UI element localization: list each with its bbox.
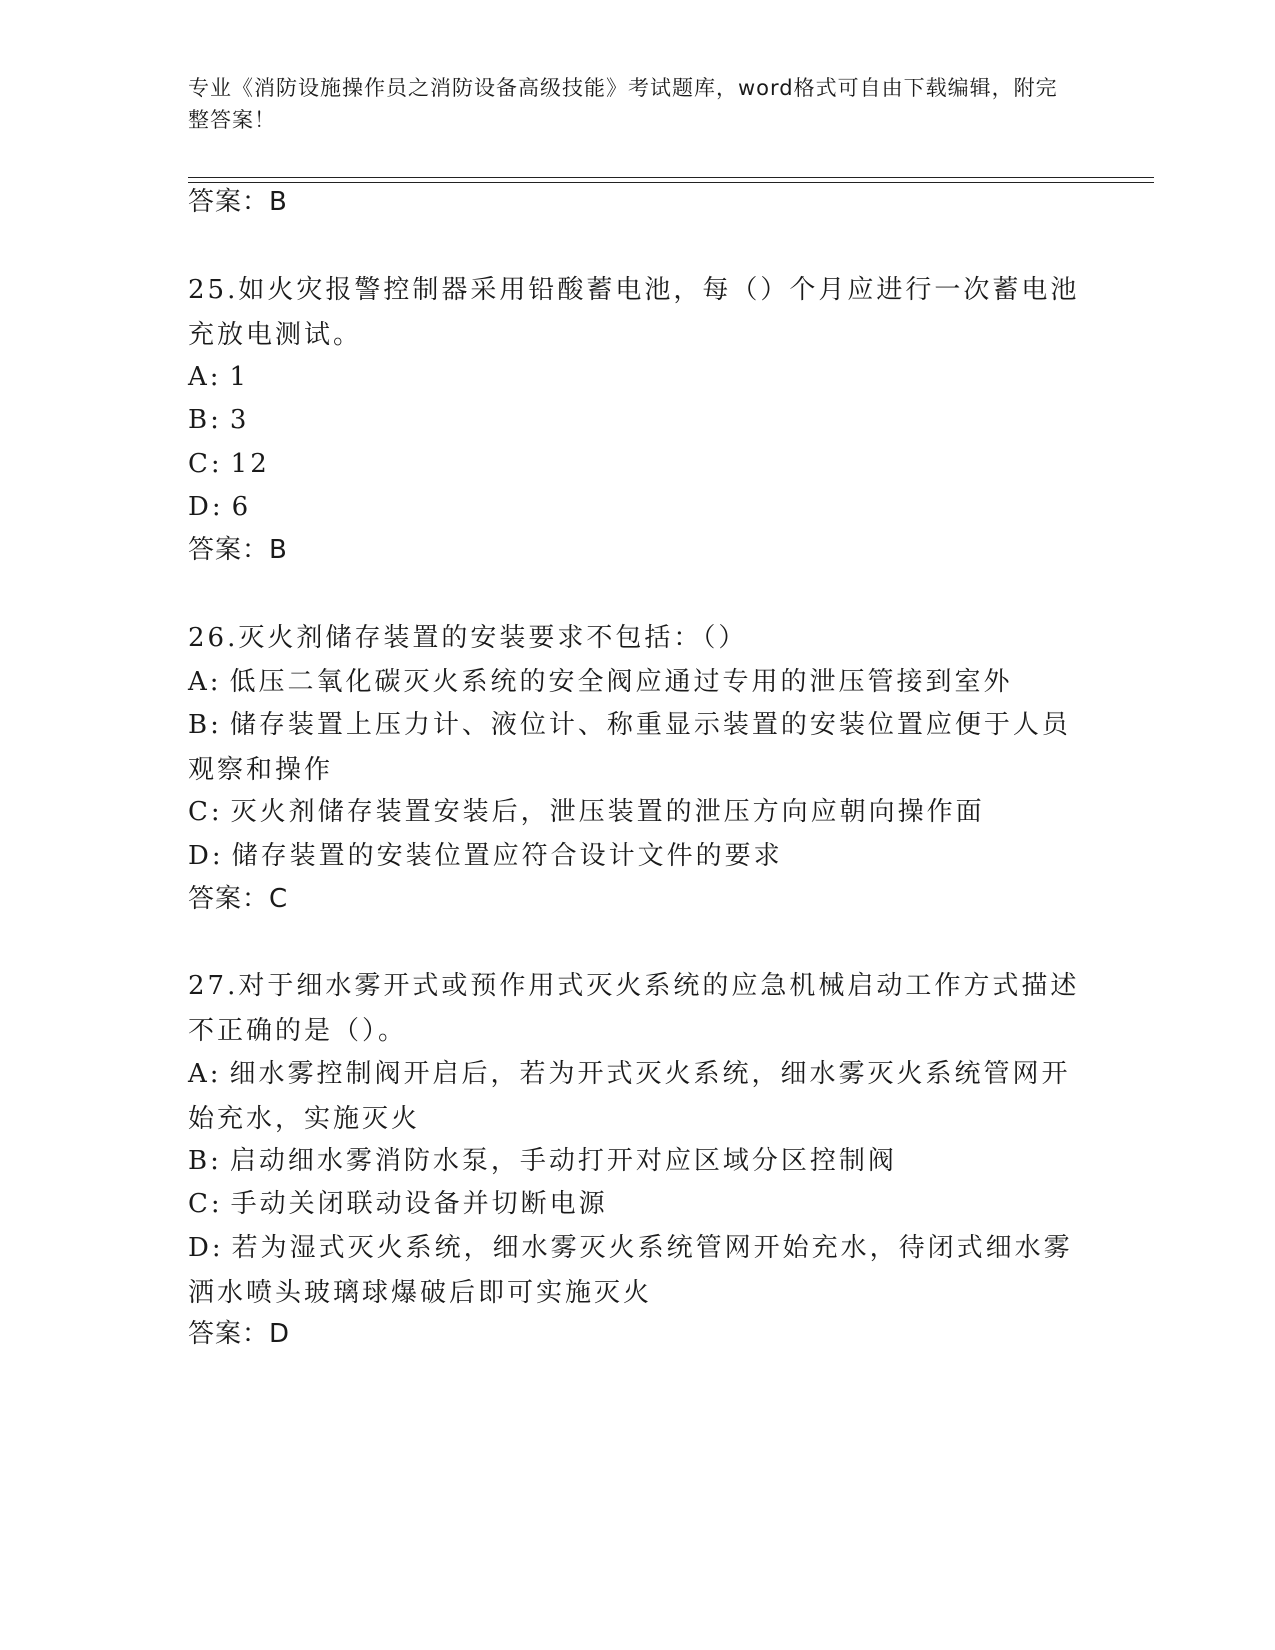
header-rule-top [188, 177, 1154, 178]
question-27-option-a: A: 细水雾控制阀开启后，若为开式灭火系统，细水雾灭火系统管网开始充水，实施灭火 [188, 1059, 1071, 1134]
question-26-stem: 26.灭火剂储存装置的安装要求不包括：（） [188, 623, 748, 653]
question-25-option-d: D: 6 [188, 492, 252, 522]
question-25-option-b: B: 3 [188, 405, 250, 435]
question-25-stem: 25.如火灾报警控制器采用铅酸蓄电池，每（）个月应进行一次蓄电池充放电测试。 [188, 275, 1080, 350]
previous-answer: 答案：B [188, 187, 288, 217]
question-27-stem: 27.对于细水雾开式或预作用式灭火系统的应急机械启动工作方式描述不正确的是（）。 [188, 971, 1080, 1046]
question-27-answer: 答案：D [188, 1319, 291, 1349]
question-26-option-a: A: 低压二氧化碳灭火系统的安全阀应通过专用的泄压管接到室外 [188, 667, 1013, 697]
question-26-option-c: C: 灭火剂储存装置安装后，泄压装置的泄压方向应朝向操作面 [188, 797, 985, 827]
header-rule-bottom [188, 182, 1154, 183]
question-27-option-b: B: 启动细水雾消防水泵，手动打开对应区域分区控制阀 [188, 1146, 897, 1176]
question-26-option-b: B: 储存装置上压力计、液位计、称重显示装置的安装位置应便于人员观察和操作 [188, 710, 1071, 785]
question-27-option-c: C: 手动关闭联动设备并切断电源 [188, 1189, 608, 1219]
question-25-answer: 答案：B [188, 535, 288, 565]
question-27-option-d: D: 若为湿式灭火系统，细水雾灭火系统管网开始充水，待闭式细水雾洒水喷头玻璃球爆破后即可实施灭火 [188, 1233, 1073, 1308]
question-26-answer: 答案：C [188, 884, 289, 914]
question-26-option-d: D: 储存装置的安装位置应符合设计文件的要求 [188, 841, 783, 871]
document-header: 专业《消防设施操作员之消防设备高级技能》考试题库，word格式可自由下载编辑，附完整答案！ [188, 76, 1058, 132]
question-25-option-a: A: 1 [188, 362, 250, 392]
question-25-option-c: C: 12 [188, 449, 270, 479]
